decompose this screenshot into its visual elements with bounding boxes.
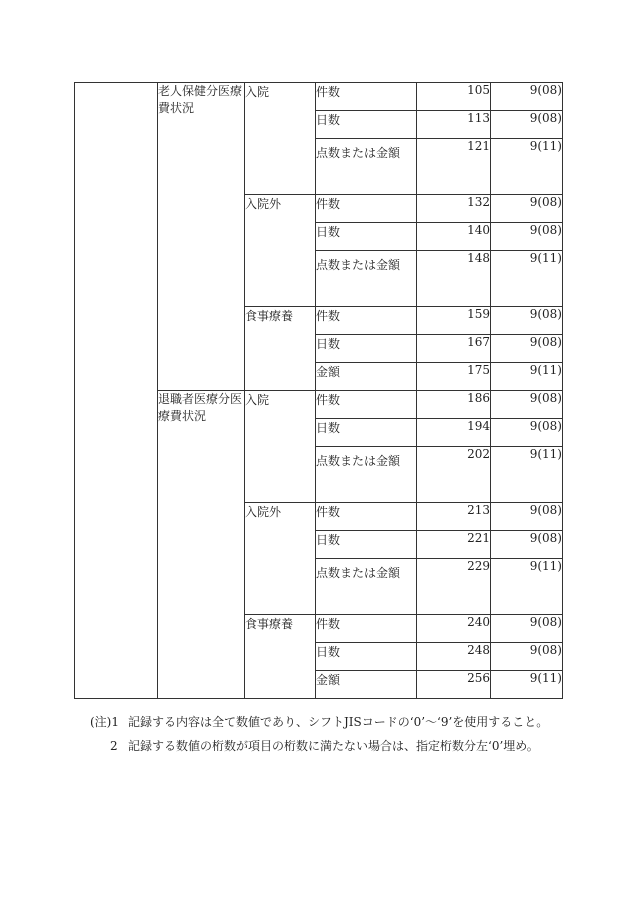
item-label: 日数: [316, 643, 417, 671]
note-label: (注)1: [90, 715, 119, 729]
group-label: 老人保健分医療費状況: [158, 83, 245, 391]
field-format: 9(08): [491, 195, 563, 223]
field-format: 9(08): [491, 615, 563, 643]
parent-column-cell: [75, 83, 158, 699]
table-row: [75, 83, 563, 111]
start-position: 159: [417, 307, 491, 335]
field-format: 9(08): [491, 83, 563, 111]
field-format: 9(11): [491, 447, 563, 503]
field-format: 9(11): [491, 139, 563, 195]
start-position: 221: [417, 531, 491, 559]
start-position: 140: [417, 223, 491, 251]
item-label: 件数: [316, 391, 417, 419]
subgroup-label: 入院外: [245, 195, 316, 307]
item-label: 点数または金額: [316, 139, 417, 195]
field-format: 9(08): [491, 419, 563, 447]
note-2: [90, 735, 610, 757]
field-format: 9(08): [491, 503, 563, 531]
item-label: 件数: [316, 615, 417, 643]
group-label: 退職者医療分医療費状況: [158, 391, 245, 699]
item-label: 日数: [316, 223, 417, 251]
item-label: 件数: [316, 195, 417, 223]
start-position: 175: [417, 363, 491, 391]
item-label: 金額: [316, 671, 417, 699]
item-label: 件数: [316, 503, 417, 531]
item-label: 件数: [316, 83, 417, 111]
field-format: 9(08): [491, 223, 563, 251]
item-label: 金額: [316, 363, 417, 391]
start-position: 213: [417, 503, 491, 531]
record-layout-table: [74, 82, 563, 699]
start-position: 248: [417, 643, 491, 671]
start-position: 202: [417, 447, 491, 503]
item-label: 日数: [316, 335, 417, 363]
subgroup-label: 入院: [245, 391, 316, 503]
note-1: [90, 711, 610, 733]
field-format: 9(08): [491, 643, 563, 671]
subgroup-label: 食事療養: [245, 615, 316, 699]
field-format: 9(08): [491, 307, 563, 335]
start-position: 132: [417, 195, 491, 223]
note-text: 記録する内容は全て数値であり、シフトJISコードの‘0’～‘9’を使用すること。: [128, 715, 549, 729]
start-position: 121: [417, 139, 491, 195]
item-label: 点数または金額: [316, 447, 417, 503]
notes-section: [90, 711, 610, 757]
field-format: 9(11): [491, 363, 563, 391]
field-format: 9(11): [491, 251, 563, 307]
field-format: 9(08): [491, 111, 563, 139]
field-format: 9(11): [491, 559, 563, 615]
start-position: 167: [417, 335, 491, 363]
start-position: 256: [417, 671, 491, 699]
field-format: 9(08): [491, 531, 563, 559]
note-text: 記録する数値の桁数が項目の桁数に満たない場合は、指定桁数分左‘0’埋め。: [128, 739, 539, 753]
item-label: 日数: [316, 419, 417, 447]
start-position: 113: [417, 111, 491, 139]
item-label: 日数: [316, 111, 417, 139]
item-label: 日数: [316, 531, 417, 559]
subgroup-label: 入院外: [245, 503, 316, 615]
item-label: 件数: [316, 307, 417, 335]
note-label: 2: [110, 739, 118, 753]
field-format: 9(08): [491, 335, 563, 363]
subgroup-label: 入院: [245, 83, 316, 195]
field-format: 9(08): [491, 391, 563, 419]
start-position: 240: [417, 615, 491, 643]
subgroup-label: 食事療養: [245, 307, 316, 391]
start-position: 229: [417, 559, 491, 615]
item-label: 点数または金額: [316, 559, 417, 615]
item-label: 点数または金額: [316, 251, 417, 307]
field-format: 9(11): [491, 671, 563, 699]
start-position: 148: [417, 251, 491, 307]
start-position: 105: [417, 83, 491, 111]
start-position: 194: [417, 419, 491, 447]
start-position: 186: [417, 391, 491, 419]
